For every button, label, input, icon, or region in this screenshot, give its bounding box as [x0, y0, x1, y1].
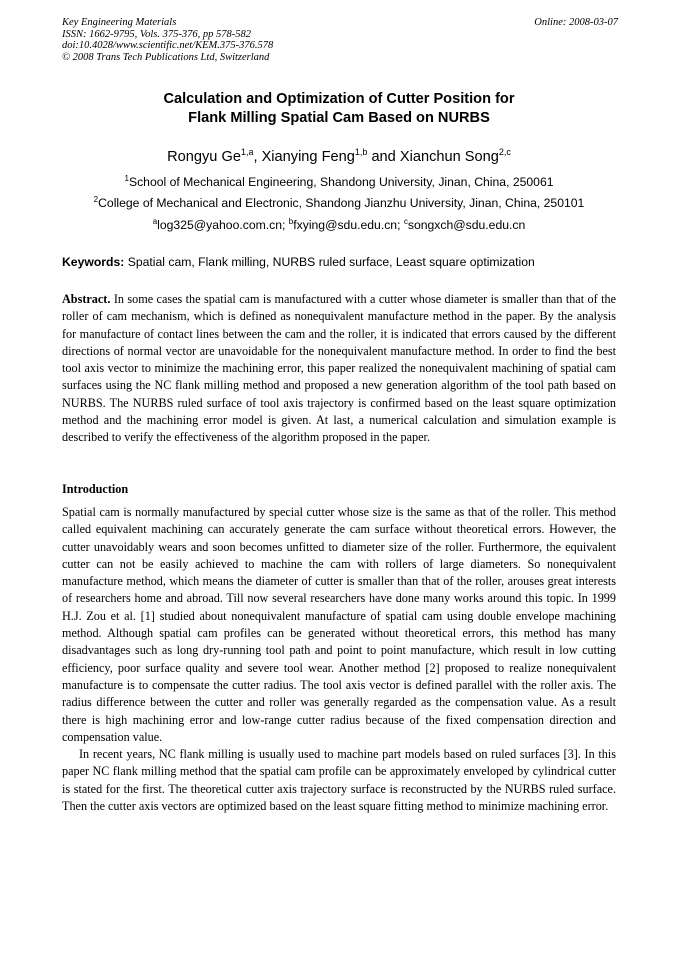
author-name: Xianying Feng	[261, 149, 355, 165]
keywords-text: Spatial cam, Flank milling, NURBS ruled surface, Least square optimization	[124, 255, 535, 269]
online-date: Online: 2008-03-07	[534, 17, 618, 28]
abstract-label: Abstract.	[62, 292, 111, 306]
author-name: Rongyu Ge	[167, 149, 241, 165]
title-line-2: Flank Milling Spatial Cam Based on NURBS	[188, 110, 490, 126]
author-superscript: 1,b	[354, 147, 368, 157]
introduction-body	[62, 504, 616, 815]
email-address[interactable]: log325@yahoo.com.cn;	[157, 218, 289, 232]
issn-line: ISSN: 1662-9795, Vols. 375-376, pp 578-582	[62, 28, 251, 40]
paragraph: Spatial cam is normally manufactured by special cutter whose size is the same as that of the roller. This method called equivalent machining can accurately generate the cam surface without theoretical errors. However, the cutter unavoidably wears and soon becomes unfitted to diameter size of the roller. Furthermore, the equivalent cutter can not be easily achieved to machine the cam with rollers of large diameters. So nonequivalent manufacture method, which means the diameter of cutter is smaller than that of the roller, arouses great interests of researchers home and abroad. Till now several researchers have done many works around this topic. In 1999 H.J. Zou et al. [1] studied about nonequivalent manufacture of spatial cam using double envelope machining method. Although spatial cam profiles can be generated without theoretical errors, this method has many disadvantages such as long dry-running tool path and point to point manufacture, which result in low cutting efficiency, poor surface quality and severe tool wear. Another method [2] proposed to realize nonequivalent manufacture is to compensate the cutter radius. The tool axis vector is defined parallel with the roller axis. The radius difference between the cutter and roller was generally regarded as the compensation value. As a result there is high machining error and low-range cutter radius because of the fixed compensation direction and compensation value.	[62, 505, 616, 744]
doi-line: doi:10.4028/www.scientific.net/KEM.375-376.578	[62, 40, 274, 52]
email-address[interactable]: songxch@sdu.edu.cn	[407, 218, 526, 232]
affiliation-text: School of Mechanical Engineering, Shandong University, Jinan, China, 250061	[128, 175, 554, 189]
author-list	[62, 147, 616, 167]
email-superscript: a	[152, 217, 158, 226]
email-list	[62, 217, 616, 233]
abstract-text: In some cases the spatial cam is manufactured with a cutter whose diameter is smaller than that of the roller of cam mechanism, which is defined as nonequivalent manufacture method in the paper. By the analysis for manufacture of contact lines between the cam and the roller, it is indicated that errors caused by the different directions of normal vector are unavoidable for the nonequivalent manufacture method. In order to find the best tool axis vector to minimize the machining error, this paper realized the nonequivalent machining of spatial cam surfaces using the NC flank milling method and proposed a new generation algorithm of the tool path based on NURBS. The NURBS ruled surface of tool axis trajectory is confirmed based on the least square optimization method and the machining error model is given. At last, a numerical calculation and simulation example is described to verify the effectiveness of the algorithm proposed in the paper.	[62, 292, 616, 445]
title-line-1: Calculation and Optimization of Cutter Position for	[163, 91, 515, 107]
keywords	[62, 254, 616, 270]
email-address[interactable]: fxying@sdu.edu.cn;	[293, 218, 404, 232]
section-heading-introduction: Introduction	[62, 482, 129, 496]
affiliation-1	[62, 174, 616, 190]
author-separator: and	[367, 149, 400, 165]
affiliation-superscript: 1	[124, 174, 129, 183]
author-superscript: 2,c	[498, 147, 511, 157]
author-separator: ,	[253, 149, 262, 165]
journal-name: Key Engineering Materials	[62, 17, 177, 28]
abstract	[62, 291, 616, 447]
copyright-line: © 2008 Trans Tech Publications Ltd, Switzerland	[62, 51, 270, 63]
author-superscript: 1,a	[240, 147, 254, 157]
keywords-label: Keywords:	[62, 255, 125, 269]
affiliation-2	[62, 195, 616, 211]
affiliation-superscript: 2	[93, 195, 99, 204]
email-superscript: c	[403, 217, 408, 226]
paragraph: In recent years, NC flank milling is usually used to machine part models based on ruled surfaces [3]. In this paper NC flank milling method that the spatial cam profile can be approximately enveloped by cylindrical cutter is stated for the first. The theoretical cutter axis trajectory surface is reconstructed by the NURBS ruled surface. Then the cutter axis vectors are optimized based on the least square fitting method to minimize machining error.	[62, 747, 616, 814]
email-superscript: b	[288, 217, 294, 226]
journal-header	[62, 17, 618, 63]
affiliation-text: College of Mechanical and Electronic, Shandong Jianzhu University, Jinan, China, 250101	[98, 196, 585, 210]
author-name: Xianchun Song	[399, 149, 499, 165]
paper-title	[62, 90, 616, 128]
